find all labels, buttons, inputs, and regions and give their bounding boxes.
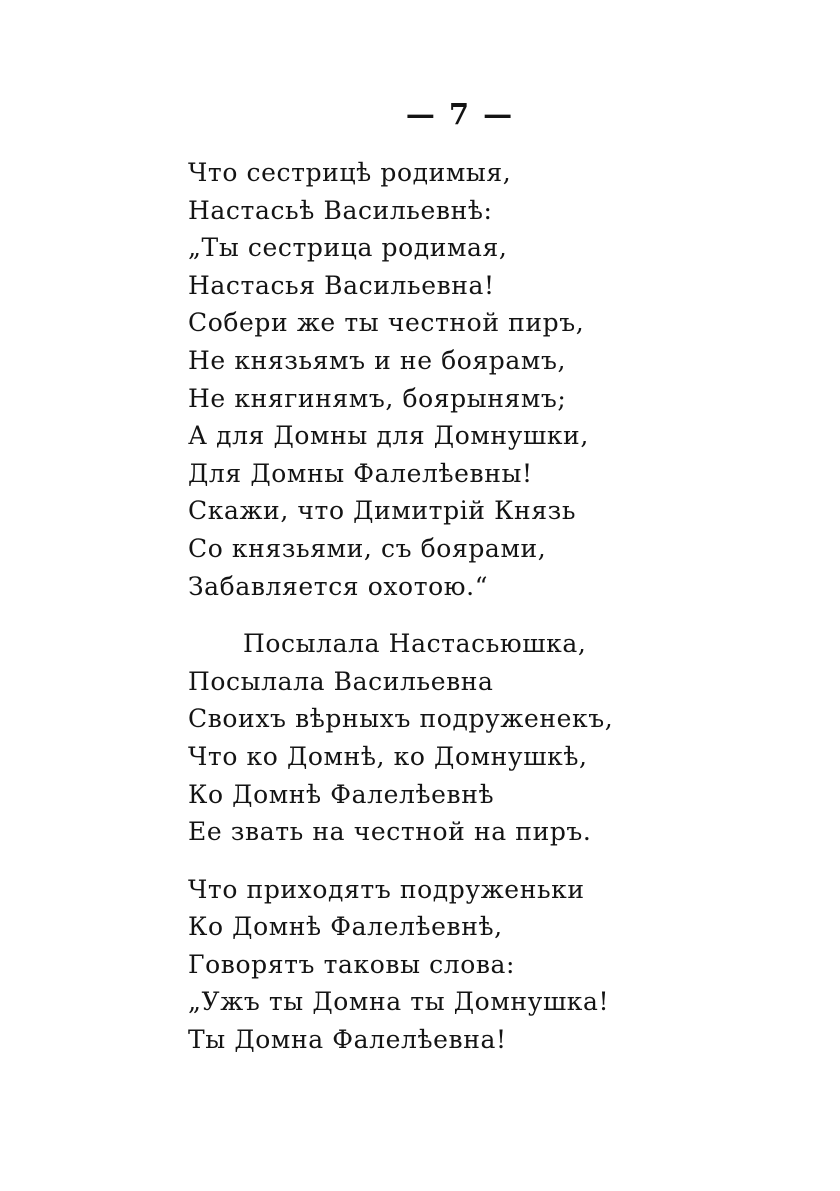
- stanza-2: [188, 625, 808, 851]
- poem-line: Что сестрицѣ родимыя,: [188, 158, 512, 187]
- page-number: — 7 —: [405, 97, 515, 131]
- poem-line: „Ужъ ты Домна ты Домнушка!: [188, 987, 610, 1017]
- poem-line: Скажи, что Димитрій Князь: [188, 496, 577, 526]
- poem-line: „Ты сестрица родимая,: [188, 233, 508, 263]
- poem-line: Со князьями, съ боярами,: [188, 533, 547, 563]
- poem-line: Своихъ вѣрныхъ подруженекъ,: [188, 704, 614, 734]
- poem-line: Что приходятъ подруженьки: [188, 874, 585, 904]
- poem-line: Собери же ты честной пиръ,: [188, 308, 585, 338]
- poem-line: Забавляется охотою.“: [188, 571, 489, 601]
- poem-line: Говорятъ таковы слова:: [188, 949, 516, 979]
- stanza-3: [188, 871, 808, 1059]
- poem-line: Посылала Васильевна: [188, 666, 494, 696]
- stanza-1: [188, 154, 808, 605]
- poem-line: Для Домны Фалелѣевны!: [188, 458, 533, 488]
- poem-line: Не князьямъ и не боярамъ,: [188, 345, 567, 375]
- poem-line: Ко Домнѣ Фалелѣевнѣ: [188, 779, 495, 809]
- poem-line: Не княгинямъ, боярынямъ;: [188, 383, 567, 413]
- poem-line: Ее звать на честной на пиръ.: [188, 817, 592, 847]
- poem-line: Настасья Васильевна!: [188, 270, 495, 300]
- poem-line: Ко Домнѣ Фалелѣевнѣ,: [188, 912, 503, 942]
- poem-line: А для Домны для Домнушки,: [188, 421, 589, 451]
- poem: [188, 154, 808, 1059]
- poem-line: Посылала Настасьюшка,: [243, 629, 587, 659]
- poem-line: Ты Домна Фалелѣевна!: [188, 1025, 507, 1055]
- poem-line: Что ко Домнѣ, ко Домнушкѣ,: [188, 741, 588, 771]
- poem-line: Настасьѣ Васильевнѣ:: [188, 195, 493, 225]
